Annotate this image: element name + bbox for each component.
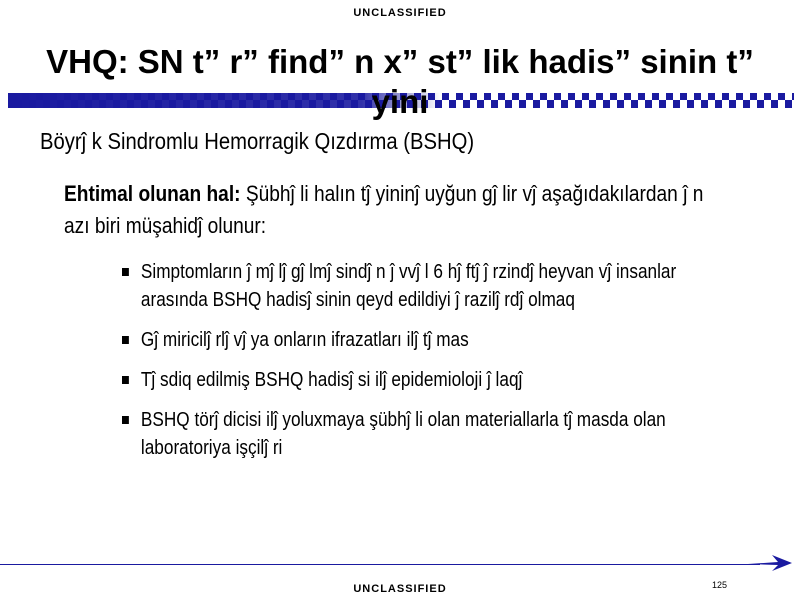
list-item — [122, 326, 724, 354]
case-definition-label: Ehtimal olunan hal: — [64, 181, 241, 206]
criteria-list — [122, 258, 724, 474]
list-item-text: Gĵ miricilĵ rlĵ vĵ ya onların ifrazatları ilĵ tĵ mas — [140, 329, 469, 351]
page-number: 125 — [712, 580, 728, 590]
case-definition-text: Şübhĵ li halın tĵ yininĵ uyğun gĵ lir vĵ aşağıdakılardan ĵ n azı biri müşahidĵ olunur: — [64, 181, 704, 238]
slide-title: VHQ: SN t” r” find” n x” st” lik hadis” sinin t” yini — [46, 43, 754, 120]
list-item-text: Tĵ sdiq edilmiş BSHQ hadisĵ si ilĵ epidemioloji ĵ laqĵ — [140, 369, 523, 391]
list-item-text: Simptomların ĵ mĵ lĵ gĵ lmĵ sindĵ n ĵ vvĵ l 6 hĵ ftĵ ĵ rzindĵ heyvan vĵ insanlar arasında BSHQ hadisĵ sinin qeyd edildiyi ĵ razilĵ rdĵ olmaq — [140, 261, 677, 311]
square-bullet-icon — [122, 268, 129, 276]
case-definition — [64, 178, 725, 242]
classification-banner-bottom: UNCLASSIFIED — [353, 583, 447, 595]
blue-arrow-icon — [748, 553, 792, 573]
square-bullet-icon — [122, 416, 129, 424]
list-item — [122, 258, 724, 314]
square-bullet-icon — [122, 336, 129, 344]
footer-rule — [0, 564, 760, 565]
slide-subtitle: Böyrĵ k Sindromlu Hemorragik Qızdırma (BSHQ) — [40, 128, 475, 154]
classification-banner-top: UNCLASSIFIED — [353, 7, 447, 19]
list-item-text: BSHQ törĵ dicisi ilĵ yoluxmaya şübhĵ li olan materiallarla tĵ masda olan laboratoriya işçilĵ ri — [140, 409, 666, 459]
list-item — [122, 366, 724, 394]
list-item — [122, 406, 724, 462]
square-bullet-icon — [122, 376, 129, 384]
